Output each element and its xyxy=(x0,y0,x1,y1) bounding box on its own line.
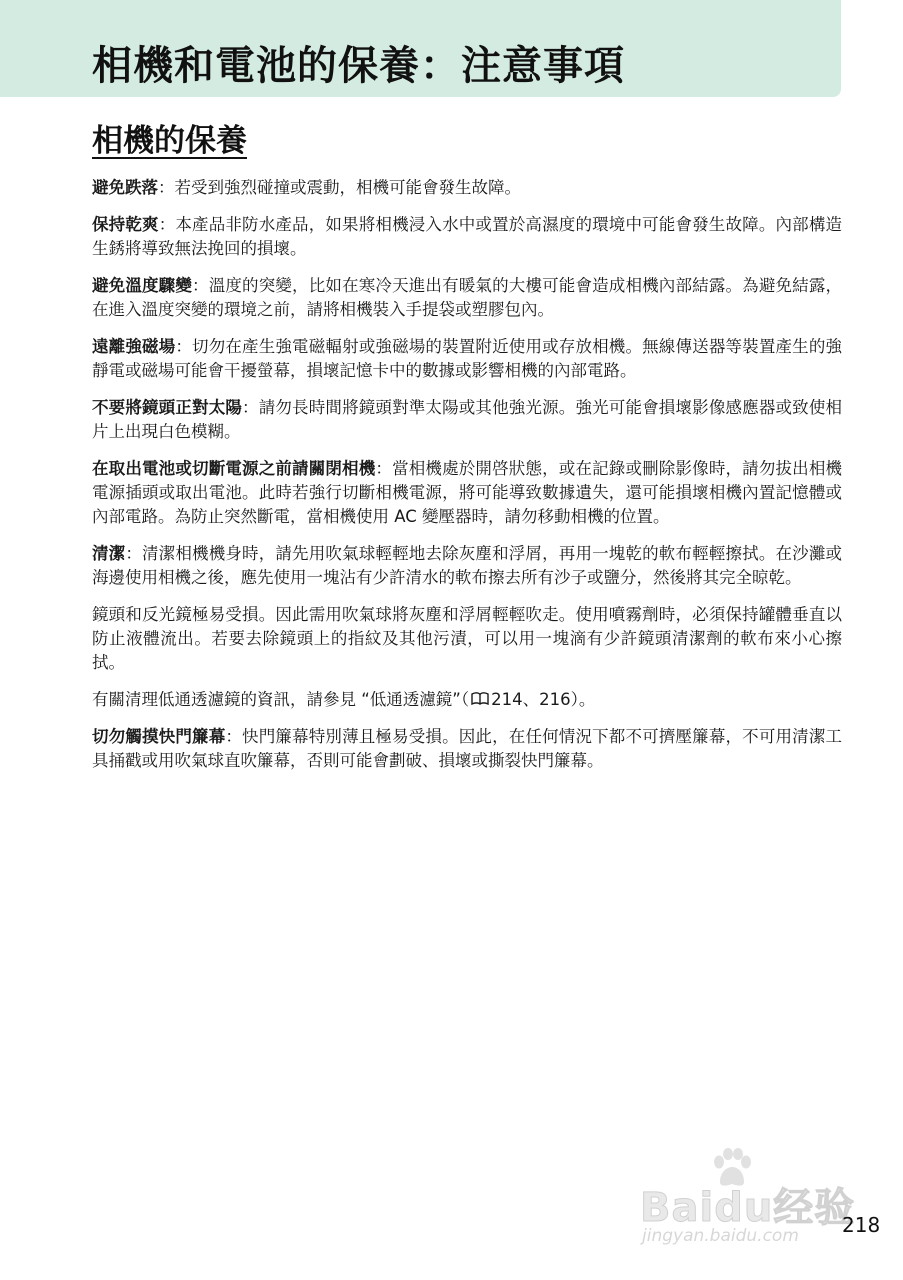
paragraph-text: ：本產品非防水產品，如果將相機浸入水中或置於高濕度的環境中可能會發生故障。內部構造生銹將導致無法挽回的損壞。 xyxy=(92,215,843,258)
reference-pages[interactable]: 214、216 xyxy=(491,690,571,709)
content-body xyxy=(92,176,842,786)
term-label: 遠離強磁場 xyxy=(92,337,176,356)
watermark-brand: Baidu经验 xyxy=(640,1185,856,1231)
watermark-url: jingyan.baidu.com xyxy=(642,1226,799,1246)
paragraph-text: ：快門簾幕特別薄且極易受損。因此，在任何情況下都不可擠壓簾幕，不可用清潔工具捅戳或用吹氣球直吹簾幕，否則可能會劃破、損壞或撕裂快門簾幕。 xyxy=(92,727,843,770)
term-label: 清潔 xyxy=(92,544,126,563)
paragraph-drop xyxy=(92,176,842,200)
baidu-watermark xyxy=(640,1148,856,1248)
paragraph-cleaning xyxy=(92,542,842,590)
paragraph-lens xyxy=(92,603,842,675)
paragraph-text: ：請勿長時間將鏡頭對準太陽或其他強光源。強光可能會損壞影像感應器或致使相片上出現白色模糊。 xyxy=(92,398,843,441)
paragraph-text: 鏡頭和反光鏡極易受損。因此需用吹氣球將灰塵和浮屑輕輕吹走。使用噴霧劑時，必須保持罐體垂直以防止液體流出。若要去除鏡頭上的指紋及其他污漬，可以用一塊滴有少許鏡頭清潔劑的軟布來小心擦拭。 xyxy=(92,605,842,672)
reference-text-before: 有關清理低通透濾鏡的資訊，請參見 “低通透濾鏡”（ xyxy=(92,690,470,709)
paragraph-text: ：清潔相機機身時，請先用吹氣球輕輕地去除灰塵和浮屑，再用一塊乾的軟布輕輕擦拭。在沙灘或海邊使用相機之後，應先使用一塊沾有少許清水的軟布擦去所有沙子或鹽分，然後將其完全晾乾。 xyxy=(92,544,843,587)
paragraph-shutter xyxy=(92,725,842,773)
section-heading: 相機的保養 xyxy=(92,123,247,159)
paragraph-text: ：若受到強烈碰撞或震動，相機可能會發生故障。 xyxy=(158,178,521,197)
term-label: 在取出電池或切斷電源之前請關閉相機 xyxy=(92,459,376,478)
paragraph-text: ：切勿在產生強電磁輻射或強磁場的裝置附近使用或存放相機。無線傳送器等裝置產生的強靜電或磁場可能會干擾螢幕，損壞記憶卡中的數據或影響相機的內部電路。 xyxy=(92,337,843,380)
paragraph-dry xyxy=(92,213,842,261)
paragraph-power xyxy=(92,457,842,529)
term-label: 切勿觸摸快門簾幕 xyxy=(92,727,226,746)
paragraph-reference xyxy=(92,688,842,712)
term-label: 避免溫度驟變 xyxy=(92,276,193,295)
paragraph-temperature xyxy=(92,274,842,322)
page-number: 218 xyxy=(842,1213,881,1237)
page-title: 相機和電池的保養：注意事項 xyxy=(92,43,625,89)
term-label: 保持乾爽 xyxy=(92,215,159,234)
book-icon xyxy=(471,688,489,712)
paragraph-text: ：溫度的突變，比如在寒冷天進出有暖氣的大樓可能會造成相機內部結露。為避免結露，在進入溫度突變的環境之前，請將相機裝入手提袋或塑膠包內。 xyxy=(92,276,843,319)
reference-text-after: ）。 xyxy=(570,690,596,709)
paragraph-magnetic xyxy=(92,335,842,383)
paragraph-text: ：當相機處於開啓狀態，或在記錄或刪除影像時，請勿拔出相機電源插頭或取出電池。此時若強行切斷相機電源，將可能導致數據遺失，還可能損壞相機內置記憶體或內部電路。為防止突然斷電，當相機使用 AC 變壓器時，請勿移動相機的位置。 xyxy=(92,459,843,526)
term-label: 不要將鏡頭正對太陽 xyxy=(92,398,243,417)
term-label: 避免跌落 xyxy=(92,178,158,197)
paragraph-sun xyxy=(92,396,842,444)
